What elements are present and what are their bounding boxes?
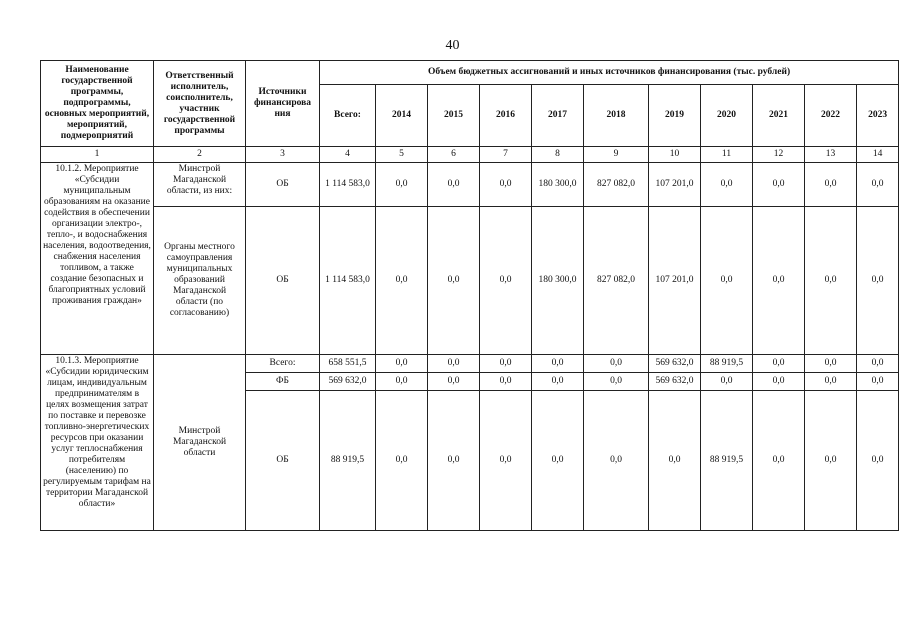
- header-year: 2020: [701, 85, 753, 147]
- program-name: 10.1.3. Мероприятие «Субсидии юридическим лицам, индивидуальным предпринимателям в целях возмещения затрат по поставке и перевозке топливно-энергетических ресурсов при оказании услуг теплоснабжения потребителям (населению) по регулируемым тарифам на территории Магаданской области»: [41, 355, 154, 531]
- value-cell: 0,0: [428, 163, 480, 207]
- column-number: 7: [480, 147, 532, 163]
- value-cell: 88 919,5: [701, 355, 753, 373]
- table-row: [41, 163, 899, 207]
- table-row: [41, 355, 899, 373]
- header-source: Источники финансирова ния: [246, 61, 320, 147]
- value-cell: 0,0: [480, 207, 532, 355]
- value-cell: 0,0: [480, 163, 532, 207]
- value-cell: 180 300,0: [532, 163, 584, 207]
- value-cell: 0,0: [857, 163, 899, 207]
- header-year: 2015: [428, 85, 480, 147]
- column-number-row: [41, 147, 899, 163]
- value-cell: 0,0: [805, 163, 857, 207]
- column-number: 8: [532, 147, 584, 163]
- value-cell: 0,0: [480, 391, 532, 531]
- header-year: 2017: [532, 85, 584, 147]
- source: ФБ: [246, 373, 320, 391]
- source: Всего:: [246, 355, 320, 373]
- program-name: 10.1.2. Мероприятие «Субсидии муниципальным образованиям на оказание содействия в обеспечении организации электро-, тепло-, и водоснабжения населения, водоотведения, снабжения населения топливом, а также создание безопасных и благоприятных условий проживания граждан»: [41, 163, 154, 355]
- header-year: 2022: [805, 85, 857, 147]
- column-number: 10: [649, 147, 701, 163]
- header-year: 2023: [857, 85, 899, 147]
- value-cell: 0,0: [376, 355, 428, 373]
- value-cell: 0,0: [805, 373, 857, 391]
- column-number: 2: [154, 147, 246, 163]
- value-cell: 0,0: [857, 373, 899, 391]
- value-cell: 0,0: [584, 391, 649, 531]
- value-cell: 0,0: [480, 373, 532, 391]
- value-cell: 0,0: [532, 391, 584, 531]
- value-cell: 0,0: [805, 207, 857, 355]
- value-cell: 0,0: [532, 355, 584, 373]
- budget-table: [40, 60, 899, 531]
- value-cell: 569 632,0: [649, 373, 701, 391]
- header-year: 2016: [480, 85, 532, 147]
- value-cell: 0,0: [701, 163, 753, 207]
- header-volume: Объем бюджетных ассигнований и иных источников финансирования (тыс. рублей): [320, 61, 899, 85]
- source: ОБ: [246, 163, 320, 207]
- header-executor: Ответственный исполнитель, соисполнитель, участник государственной программы: [154, 61, 246, 147]
- column-number: 14: [857, 147, 899, 163]
- column-number: 4: [320, 147, 376, 163]
- value-cell: 0,0: [376, 163, 428, 207]
- header-year: 2019: [649, 85, 701, 147]
- value-cell: 0,0: [701, 207, 753, 355]
- value-cell: 0,0: [753, 373, 805, 391]
- value-cell: 0,0: [428, 391, 480, 531]
- value-cell: 0,0: [532, 373, 584, 391]
- executor: Органы местного самоуправления муниципальных образований Магаданской области (по согласованию): [154, 207, 246, 355]
- value-cell: 0,0: [805, 355, 857, 373]
- value-cell: 569 632,0: [649, 355, 701, 373]
- value-cell: 1 114 583,0: [320, 207, 376, 355]
- header-total: Всего:: [320, 85, 376, 147]
- value-cell: 658 551,5: [320, 355, 376, 373]
- header-year: 2014: [376, 85, 428, 147]
- value-cell: 827 082,0: [584, 163, 649, 207]
- value-cell: 0,0: [857, 391, 899, 531]
- header-year: 2018: [584, 85, 649, 147]
- column-number: 13: [805, 147, 857, 163]
- value-cell: 0,0: [584, 355, 649, 373]
- executor: Минстрой Магаданской области: [154, 355, 246, 531]
- header-year: 2021: [753, 85, 805, 147]
- column-number: 6: [428, 147, 480, 163]
- column-number: 12: [753, 147, 805, 163]
- value-cell: 1 114 583,0: [320, 163, 376, 207]
- value-cell: 88 919,5: [701, 391, 753, 531]
- column-number: 5: [376, 147, 428, 163]
- value-cell: 0,0: [428, 207, 480, 355]
- value-cell: 0,0: [376, 207, 428, 355]
- source: ОБ: [246, 207, 320, 355]
- table-row: [41, 207, 899, 355]
- value-cell: 0,0: [857, 207, 899, 355]
- value-cell: 0,0: [649, 391, 701, 531]
- value-cell: 0,0: [376, 373, 428, 391]
- column-number: 11: [701, 147, 753, 163]
- value-cell: 0,0: [753, 163, 805, 207]
- value-cell: 0,0: [753, 391, 805, 531]
- column-number: 9: [584, 147, 649, 163]
- column-number: 1: [41, 147, 154, 163]
- page-number: 40: [445, 38, 460, 53]
- value-cell: 0,0: [376, 391, 428, 531]
- source: ОБ: [246, 391, 320, 531]
- column-number: 3: [246, 147, 320, 163]
- value-cell: 0,0: [753, 207, 805, 355]
- value-cell: 0,0: [701, 373, 753, 391]
- value-cell: 0,0: [584, 373, 649, 391]
- value-cell: 827 082,0: [584, 207, 649, 355]
- value-cell: 0,0: [428, 373, 480, 391]
- value-cell: 0,0: [480, 355, 532, 373]
- value-cell: 107 201,0: [649, 163, 701, 207]
- value-cell: 0,0: [805, 391, 857, 531]
- value-cell: 0,0: [753, 355, 805, 373]
- header-name: Наименование государственной программы, подпрограммы, основных мероприятий, мероприятий, подмероприятий: [41, 61, 154, 147]
- value-cell: 0,0: [857, 355, 899, 373]
- value-cell: 88 919,5: [320, 391, 376, 531]
- executor: Минстрой Магаданской области, из них:: [154, 163, 246, 207]
- value-cell: 0,0: [428, 355, 480, 373]
- value-cell: 569 632,0: [320, 373, 376, 391]
- value-cell: 107 201,0: [649, 207, 701, 355]
- value-cell: 180 300,0: [532, 207, 584, 355]
